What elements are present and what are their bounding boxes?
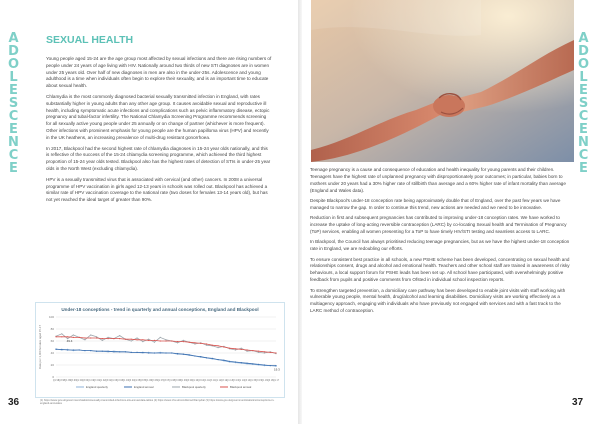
data-point bbox=[229, 361, 230, 362]
x-tick-label: Q1 10 bbox=[191, 380, 199, 382]
page-number-left: 36 bbox=[8, 397, 20, 408]
x-tick-label: Q3 04 bbox=[128, 380, 135, 382]
data-point bbox=[183, 341, 184, 342]
paragraph: To ensure consistent best practice in all schools, a new PSHE scheme has been developed, concentrating on sexual health and relationships consent, drugs and alcohol and emotional health. Teachers and other school staff are trained in awareness of risky behaviours, a local support forum for PSHE leads has been set up. All school have participated, with overwhelmingly positive feedback from pupils and positive comments from Ofsted in individual school inspection reports. bbox=[310, 256, 570, 283]
data-point bbox=[142, 341, 143, 342]
vertical-label-letter: L bbox=[9, 70, 19, 85]
data-point bbox=[148, 340, 149, 341]
x-tick-label: Q3 11 bbox=[209, 380, 216, 382]
data-point bbox=[102, 340, 103, 341]
vertical-label-letter: A bbox=[578, 31, 590, 46]
data-point bbox=[241, 348, 242, 349]
data-point bbox=[154, 352, 155, 353]
data-point bbox=[218, 347, 219, 348]
data-point bbox=[55, 336, 56, 337]
x-tick-label: Q1 17 bbox=[272, 380, 280, 382]
data-point bbox=[154, 342, 155, 343]
vertical-label-letter: E bbox=[579, 161, 589, 176]
legend-label: England quarterly bbox=[86, 385, 108, 389]
data-point bbox=[125, 351, 126, 352]
x-tick-label: Q3 01 bbox=[93, 380, 100, 382]
data-point bbox=[235, 349, 236, 350]
data-point bbox=[148, 339, 149, 340]
data-point bbox=[206, 357, 207, 358]
vertical-label-letter: N bbox=[8, 135, 20, 150]
data-point bbox=[223, 346, 224, 347]
x-tick-label: Q3 14 bbox=[243, 380, 251, 382]
data-point bbox=[90, 337, 91, 338]
x-tick-label: Q3 99 bbox=[70, 380, 77, 382]
data-point bbox=[270, 365, 271, 366]
data-point bbox=[108, 338, 109, 339]
vertical-label-letter: C bbox=[578, 148, 590, 163]
data-point bbox=[119, 338, 120, 339]
data-point bbox=[171, 340, 172, 341]
x-tick-label: Q1 09 bbox=[180, 380, 187, 382]
data-point bbox=[183, 354, 184, 355]
data-point bbox=[206, 343, 207, 344]
data-point bbox=[131, 339, 132, 340]
data-point bbox=[79, 337, 80, 338]
paragraph: Teenage pregnancy is a cause and consequence of education and health inequality for young parents and their children. Teenagers have the highest rate of unplanned pregnancy with disproportionately poor outcomes; in particular, babies born to mothers under 20 years had a 30% higher rate of stillbirth than average and a 60% higher rate of infant mortality than average (England and Wales data). bbox=[310, 167, 566, 193]
left-body-text bbox=[46, 56, 272, 208]
data-point bbox=[246, 351, 247, 352]
data-point bbox=[212, 358, 213, 359]
data-point bbox=[264, 351, 265, 352]
data-point bbox=[171, 352, 172, 353]
legend-label: Blackpool quarterly bbox=[182, 385, 206, 389]
y-tick-label: 80 bbox=[50, 327, 54, 331]
y-axis-label: Rate per 1,000 females aged 15-17 bbox=[38, 324, 42, 370]
paragraph: In Blackpool, the Council has always prioritised reducing teenage pregnancies, but as we have the highest under-18 conception rate in England, we are redoubling our efforts. bbox=[310, 239, 570, 252]
x-tick-label: Q3 05 bbox=[139, 380, 146, 382]
data-point bbox=[84, 337, 85, 338]
data-point bbox=[165, 340, 166, 341]
data-point bbox=[160, 340, 161, 341]
vertical-label-letter: C bbox=[8, 148, 20, 163]
x-tick-label: Q1 06 bbox=[145, 380, 152, 382]
data-point bbox=[61, 333, 62, 334]
vertical-label-letter: O bbox=[577, 57, 591, 72]
x-tick-label: Q3 00 bbox=[81, 380, 89, 382]
paragraph: Chlamydia is the most commonly diagnosed bacterial sexually transmitted infection in England, with rates substantially higher in young adults than any other age group. It causes avoidable sexual and reproductive ill health, including symptomatic acute infections and complications such as pelvic inflammatory disease, ectopic pregnancy and tubal-factor infertility. The National Chlamydia Screening Programme recommends screening for all sexually active young people under 25 annually or on change of partner (whichever is more frequent). Other infections with prominent emphasis for young people are the human papilloma virus (HPV) and recently in the UK heathens, an increasing prevalence of multi-drug resistant gonorrhoea. bbox=[46, 93, 270, 140]
data-point bbox=[200, 356, 201, 357]
data-point bbox=[96, 337, 97, 338]
series-line bbox=[56, 349, 276, 366]
data-point bbox=[73, 349, 74, 350]
y-tick-label: 100 bbox=[48, 315, 54, 319]
data-point bbox=[90, 334, 91, 335]
x-tick-label: Q3 09 bbox=[186, 380, 193, 382]
annotation-label: 19.3 bbox=[274, 367, 280, 372]
data-point bbox=[270, 352, 271, 353]
vertical-label-letter: N bbox=[578, 135, 590, 150]
data-point bbox=[136, 339, 137, 340]
x-tick-label: Q1 05 bbox=[133, 380, 141, 382]
chart-footnotes: (1) https://www.gov.uk/government/statistics/sexually-transmitted-infections-stis-annual-data-tables (2) https://www.nhs.uk/conditions/chlamydia/ (3) https://www.gov.uk/government/statistics/conceptions-in-england-and-wales bbox=[40, 399, 275, 406]
x-tick-label: Q1 14 bbox=[238, 380, 245, 382]
data-point bbox=[102, 338, 103, 339]
annotation-label: 49.4 bbox=[66, 339, 73, 343]
data-point bbox=[194, 342, 195, 343]
y-tick-label: 40 bbox=[50, 351, 54, 355]
data-point bbox=[108, 351, 109, 352]
paragraph: To strengthen targeted prevention, a domiciliary care pathway has been developed to enable joint visits with staff working with vulnerable young people, mental health, drug/alcohol and learning disabilities. Domiciliary visits are working effectively as a multiagency approach, engaging with individuals who have previously not engaged with services and with a fast track to the LARC method of contraception. bbox=[310, 287, 566, 314]
data-point bbox=[264, 364, 265, 365]
data-point bbox=[67, 336, 68, 337]
x-tick-label: Q1 15 bbox=[249, 380, 256, 382]
data-point bbox=[212, 345, 213, 346]
data-point bbox=[246, 363, 247, 364]
data-point bbox=[165, 352, 166, 353]
data-point bbox=[241, 349, 242, 350]
x-tick-label: Q3 15 bbox=[255, 380, 262, 382]
data-point bbox=[177, 341, 178, 342]
data-point bbox=[165, 339, 166, 340]
data-point bbox=[160, 337, 161, 338]
vertical-label-letter: S bbox=[578, 96, 590, 111]
vertical-label-letter: A bbox=[8, 31, 20, 46]
vertical-section-label-right bbox=[577, 32, 591, 175]
data-point bbox=[131, 352, 132, 353]
data-point bbox=[125, 339, 126, 340]
vertical-label-letter: D bbox=[578, 44, 590, 59]
right-body-text bbox=[310, 167, 570, 319]
series-line bbox=[56, 349, 276, 365]
data-point bbox=[229, 348, 230, 349]
chart-title: Under-18 conceptions - trend in quarterly and annual conceptions, England and Blackpool bbox=[61, 307, 259, 312]
x-tick-label: Q3 03 bbox=[116, 380, 123, 382]
x-tick-label: Q1 16 bbox=[261, 380, 268, 382]
data-point bbox=[252, 363, 253, 364]
data-point bbox=[136, 352, 137, 353]
data-point bbox=[258, 364, 259, 365]
x-tick-label: Q3 08 bbox=[174, 380, 181, 382]
vertical-label-letter: C bbox=[8, 109, 20, 124]
chart-svg bbox=[36, 303, 284, 397]
data-point bbox=[67, 349, 68, 350]
y-tick-label: 20 bbox=[50, 363, 54, 367]
legend-label: England annual bbox=[134, 385, 154, 389]
paragraph: Despite Blackpool's under-18 conception rate being approximately double that of England, over the past few years we have managed to narrow the gap. In order to continue this trend, new actions are needed and we need to be innovative. bbox=[310, 198, 561, 210]
x-tick-label: Q1 00 bbox=[76, 380, 83, 382]
data-point bbox=[258, 352, 259, 353]
holding-hands-photo-icon bbox=[311, 0, 574, 162]
vertical-label-letter: E bbox=[579, 122, 589, 137]
data-point bbox=[275, 365, 276, 366]
data-point bbox=[223, 360, 224, 361]
paragraph: HPV is a sexually transmitted virus that is associated with cervical (and other) cancers. In 2008 a universal programme of HPV vaccination in girls aged 12-13 years in schools was rolled out. Blackpool has achieved a similar rate of HPV vaccination coverage to the national rate (two doses for females 13-14 years old), but has not yet reached the ideal target of greater than 90%. bbox=[46, 176, 268, 203]
data-point bbox=[206, 345, 207, 346]
vertical-label-letter: E bbox=[9, 122, 19, 137]
data-point bbox=[246, 349, 247, 350]
page-number-right: 37 bbox=[572, 397, 584, 408]
data-point bbox=[177, 353, 178, 354]
data-point bbox=[148, 352, 149, 353]
data-point bbox=[55, 349, 56, 350]
section-heading: SEXUAL HEALTH bbox=[46, 34, 134, 46]
x-tick-label: Q1 01 bbox=[87, 380, 94, 382]
vertical-label-letter: E bbox=[9, 83, 19, 98]
x-tick-label: Q3 12 bbox=[220, 380, 228, 382]
x-tick-label: Q3 02 bbox=[104, 380, 112, 382]
paragraph: Reduction in first and subsequent pregnancies has contributed to improving under-18 conception rates. We have worked to increase the uptake of long-acting reversible contraception (LARC) by co-locating Sexual health and Termination of Pregnancy (ToP) services, enabling all women presenting for a ToP to have timely HIV/STI testing and seamless access to LARC. bbox=[310, 215, 567, 235]
x-tick-label: Q1 08 bbox=[168, 380, 175, 382]
data-point bbox=[73, 337, 74, 338]
x-tick-label: Q1 04 bbox=[122, 380, 129, 382]
data-point bbox=[61, 336, 62, 337]
paragraph: Young people aged 15-24 are the age group most affected by sexual infections and there are rising numbers of people under 24 years of age living with HIV. Nationally around two thirds of new STI diagnoses are in women under 25 years old. Over half of new diagnoses in men are also in the under-25s. Adolescence and young adulthood is a time when individuals often begin to explore their sexuality, and is an important time to educate about sexual health. bbox=[46, 56, 272, 89]
x-tick-label: Q3 07 bbox=[162, 380, 170, 382]
data-point bbox=[183, 340, 184, 341]
vertical-label-letter: L bbox=[579, 70, 589, 85]
data-point bbox=[102, 351, 103, 352]
data-point bbox=[96, 336, 97, 337]
data-point bbox=[194, 343, 195, 344]
data-point bbox=[189, 354, 190, 355]
data-point bbox=[258, 351, 259, 352]
vertical-label-letter: E bbox=[9, 161, 19, 176]
holding-hands-photo bbox=[311, 0, 574, 162]
data-point bbox=[275, 352, 276, 353]
x-tick-label: Q3 16 bbox=[267, 380, 274, 382]
data-point bbox=[241, 362, 242, 363]
legend-label: Blackpool annual bbox=[230, 385, 252, 389]
x-tick-label: Q1 98 bbox=[52, 380, 60, 382]
data-point bbox=[96, 351, 97, 352]
y-tick-label: 0 bbox=[52, 375, 54, 379]
data-point bbox=[61, 349, 62, 350]
conceptions-chart bbox=[35, 302, 285, 398]
data-point bbox=[113, 351, 114, 352]
data-point bbox=[136, 337, 137, 338]
x-tick-label: Q1 03 bbox=[110, 380, 118, 382]
x-tick-label: Q1 07 bbox=[157, 380, 164, 382]
vertical-section-label-left bbox=[7, 32, 21, 175]
vertical-label-letter: O bbox=[7, 57, 21, 72]
data-point bbox=[142, 339, 143, 340]
data-point bbox=[177, 342, 178, 343]
x-tick-label: Q1 13 bbox=[226, 380, 233, 382]
x-tick-label: Q3 10 bbox=[197, 380, 204, 382]
data-point bbox=[235, 361, 236, 362]
x-tick-label: Q3 13 bbox=[232, 380, 239, 382]
x-tick-label: Q3 98 bbox=[58, 380, 65, 382]
data-point bbox=[200, 343, 201, 344]
data-point bbox=[119, 335, 120, 336]
data-point bbox=[142, 352, 143, 353]
data-point bbox=[160, 352, 161, 353]
x-tick-label: Q3 06 bbox=[151, 380, 158, 382]
data-point bbox=[84, 350, 85, 351]
data-point bbox=[90, 350, 91, 351]
data-point bbox=[194, 355, 195, 356]
vertical-label-letter: S bbox=[8, 96, 20, 111]
data-point bbox=[189, 342, 190, 343]
x-tick-label: Q1 99 bbox=[64, 380, 71, 382]
x-tick-label: Q1 11 bbox=[203, 380, 210, 382]
vertical-label-letter: E bbox=[579, 83, 589, 98]
data-point bbox=[113, 338, 114, 339]
data-point bbox=[79, 349, 80, 350]
data-point bbox=[73, 334, 74, 335]
x-tick-label: Q1 02 bbox=[99, 380, 106, 382]
data-point bbox=[218, 359, 219, 360]
data-point bbox=[264, 352, 265, 353]
y-tick-label: 60 bbox=[50, 339, 54, 343]
data-point bbox=[218, 345, 219, 346]
x-tick-label: Q1 12 bbox=[214, 380, 222, 382]
vertical-label-letter: D bbox=[8, 44, 20, 59]
data-point bbox=[131, 340, 132, 341]
paragraph: In 2017, Blackpool had the second highest rate of chlamydia diagnoses in 15-24 year olds nationally, and this is reflective of the success of the 15-24 chlamydia screening programme, which achieved the third highest proportion of 15-24 year olds tested. Blackpool also has the highest rates of detection of STIs in under-25 year olds in the North West (excluding chlamydia). bbox=[46, 145, 271, 171]
data-point bbox=[154, 340, 155, 341]
data-point bbox=[119, 351, 120, 352]
data-point bbox=[84, 339, 85, 340]
vertical-label-letter: C bbox=[578, 109, 590, 124]
data-point bbox=[252, 350, 253, 351]
data-point bbox=[108, 337, 109, 338]
data-point bbox=[235, 348, 236, 349]
